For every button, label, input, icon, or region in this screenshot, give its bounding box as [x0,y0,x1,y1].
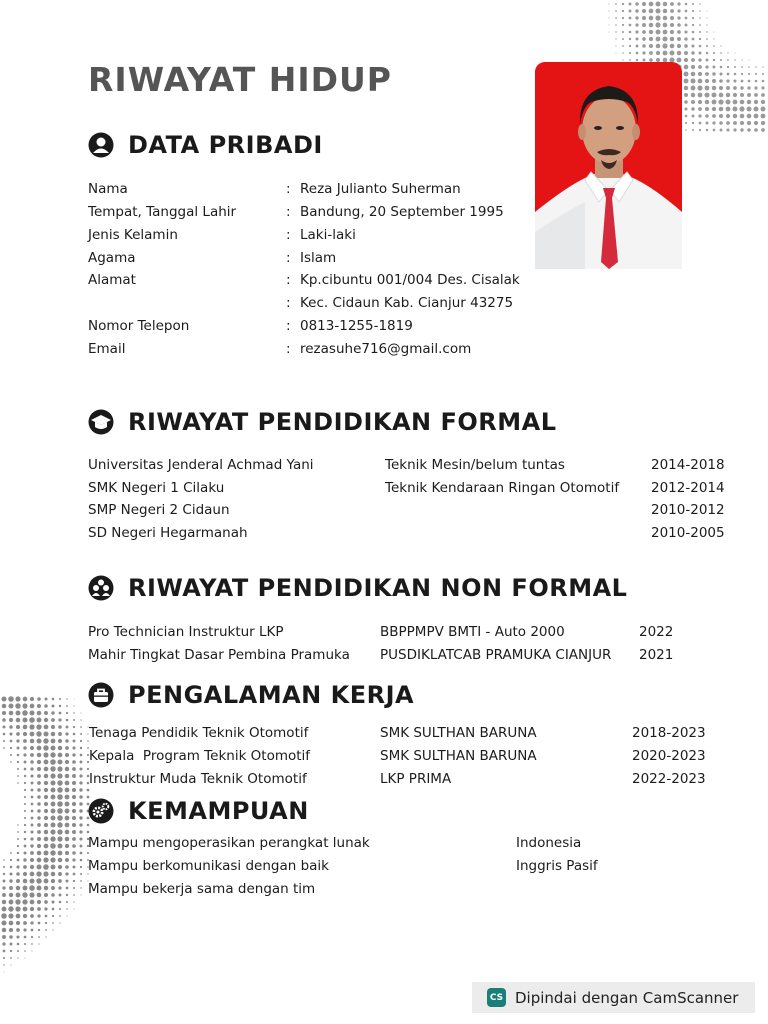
separator: : [286,204,291,220]
separator: : [286,227,291,243]
course-year: 2021 [639,647,674,663]
job-position: Kepala Program Teknik Otomotif [89,748,311,764]
school-years: 2014-2018 [651,457,725,473]
school-major: Teknik Kendaraan Ringan Otomotif [385,480,620,496]
label-telepon: Nomor Telepon [88,318,190,334]
school-name: Universitas Jenderal Achmad Yani [88,457,314,473]
graduation-cap-icon [88,409,114,435]
language-item: Indonesia [516,835,582,851]
job-years: 2020-2023 [632,748,706,764]
job-place: LKP PRIMA [380,771,452,787]
job-place: SMK SULTHAN BARUNA [380,725,537,741]
profile-photo [535,62,682,269]
group-icon [88,575,114,601]
school-name: SD Negeri Hegarmanah [88,525,248,541]
separator: : [286,295,291,311]
job-position: Instruktur Muda Teknik Otomotif [89,771,307,787]
section-heading-pendidikan-non-formal: RIWAYAT PENDIDIKAN NON FORMAL [88,574,627,602]
section-heading-pendidikan-formal: RIWAYAT PENDIDIKAN FORMAL [88,408,557,436]
skill-item: Mampu bekerja sama dengan tim [88,881,316,897]
value-telepon: 0813-1255-1819 [300,318,413,334]
job-position: Tenaga Pendidik Teknik Otomotif [89,725,309,741]
value-ttl: Bandung, 20 September 1995 [300,204,504,220]
briefcase-icon [88,682,114,708]
camscanner-text: Dipindai dengan CamScanner [515,988,739,1007]
value-agama: Islam [300,250,337,266]
value-jenis-kelamin: Laki-laki [300,227,356,243]
label-email: Email [88,341,126,357]
value-nama: Reza Julianto Suherman [300,181,461,197]
value-alamat-1: Kp.cibuntu 001/004 Des. Cisalak [300,272,520,288]
job-years: 2018-2023 [632,725,706,741]
section-heading-kemampuan: KEMAMPUAN [88,797,309,825]
label-nama: Nama [88,181,128,197]
school-years: 2012-2014 [651,480,725,496]
section-heading-data-pribadi: DATA PRIBADI [88,131,323,159]
school-name: SMK Negeri 1 Cilaku [88,480,225,496]
label-agama: Agama [88,250,136,266]
language-item: Inggris Pasif [516,858,598,874]
school-years: 2010-2005 [651,525,725,541]
course-year: 2022 [639,624,674,640]
course-name: Mahir Tingkat Dasar Pembina Pramuka [88,647,350,663]
school-name: SMP Negeri 2 Cidaun [88,502,230,518]
separator: : [286,272,291,288]
dot-pattern-decoration [0,695,95,975]
separator: : [286,181,291,197]
section-heading-pengalaman-kerja: PENGALAMAN KERJA [88,681,414,709]
page-title: RIWAYAT HIDUP [88,60,392,99]
skill-item: Mampu berkomunikasi dengan baik [88,858,329,874]
separator: : [286,250,291,266]
label-alamat: Alamat [88,272,136,288]
value-alamat-2: Kec. Cidaun Kab. Cianjur 43275 [300,295,514,311]
school-years: 2010-2012 [651,502,725,518]
job-place: SMK SULTHAN BARUNA [380,748,537,764]
skill-item: Mampu mengoperasikan perangkat lunak [88,835,370,851]
label-jenis-kelamin: Jenis Kelamin [88,227,178,243]
gears-icon [88,798,114,824]
separator: : [286,318,291,334]
course-org: PUSDIKLATCAB PRAMUKA CIANJUR [380,647,612,663]
camscanner-watermark [472,982,755,1013]
label-ttl: Tempat, Tanggal Lahir [88,204,237,220]
separator: : [286,341,291,357]
value-email: rezasuhe716@gmail.com [300,341,472,357]
user-circle-icon [88,132,114,158]
camscanner-logo-icon: CS [487,988,506,1007]
school-major: Teknik Mesin/belum tuntas [385,457,565,473]
course-name: Pro Technician Instruktur LKP [88,624,284,640]
job-years: 2022-2023 [632,771,706,787]
course-org: BBPPMPV BMTI - Auto 2000 [380,624,565,640]
